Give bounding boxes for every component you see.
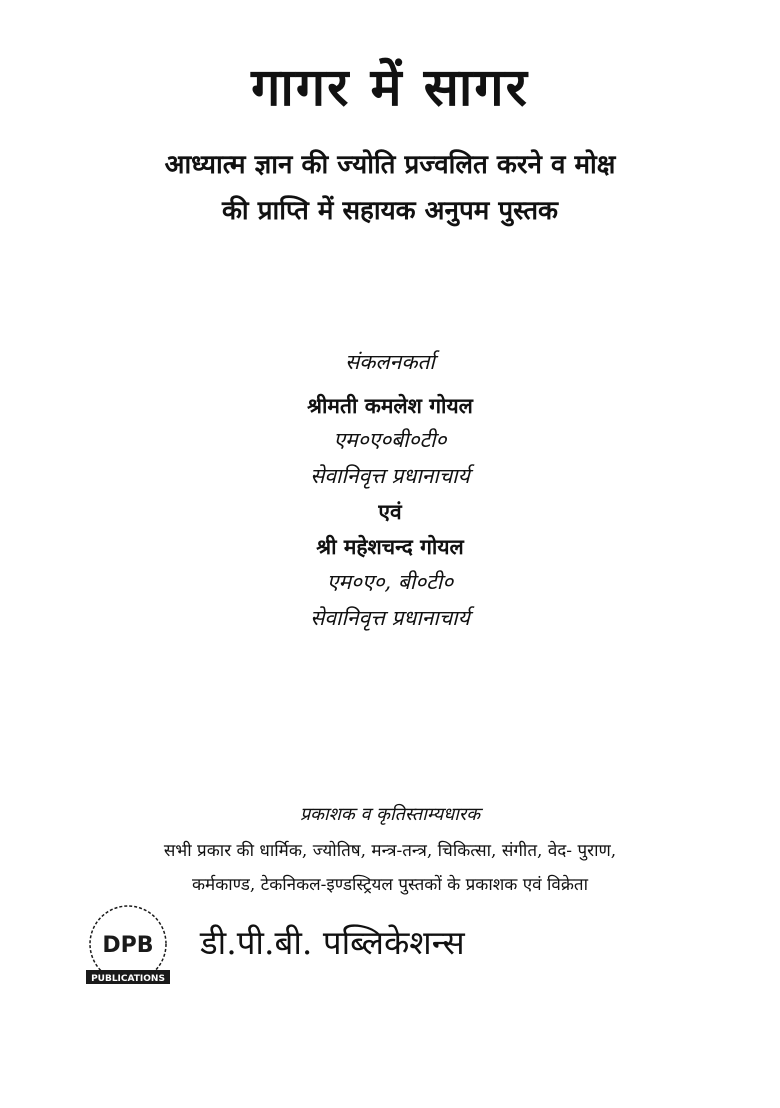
logo-initials: DPB — [102, 933, 154, 958]
author-2-position: सेवानिवृत्त प्रधानाचार्य — [310, 606, 470, 630]
dpb-publications-logo — [80, 904, 176, 992]
publisher-name: डी.पी.बी. पब्लिकेशन्स — [200, 923, 465, 962]
logo-tagline: PUBLICATIONS — [91, 974, 165, 984]
publisher-label: प्रकाशक व कृतिस्ताम्यधारक — [299, 804, 481, 825]
publisher-description-line-1: सभी प्रकार की धार्मिक, ज्योतिष, मन्त्र-तन्त्र, चिकित्सा, संगीत, वेद- पुराण, — [163, 841, 617, 861]
author-1-position: सेवानिवृत्त प्रधानाचार्य — [310, 464, 470, 488]
book-subtitle-line-2: की प्राप्ति में सहायक अनुपम पुस्तक — [221, 196, 559, 226]
author-1-degree: एम०ए०बी०टी० — [333, 428, 447, 452]
conjunction: एवं — [378, 500, 402, 524]
compiler-label: संकलनकर्ता — [345, 350, 435, 374]
publisher-description-line-2: कर्मकाण्ड, टेकनिकल-इण्डस्ट्रियल पुस्तकों के प्रकाशक एवं विक्रेता — [191, 875, 589, 895]
author-2-name: श्री महेशचन्द गोयल — [316, 535, 464, 559]
author-2-degree: एम०ए०, बी०टी० — [326, 570, 454, 594]
author-1-name: श्रीमती कमलेश गोयल — [307, 394, 473, 418]
book-subtitle-line-1: आध्यात्म ज्ञान की ज्योति प्रज्वलित करने व मोक्ष — [164, 150, 616, 180]
book-title: गागर में सागर — [251, 58, 529, 118]
